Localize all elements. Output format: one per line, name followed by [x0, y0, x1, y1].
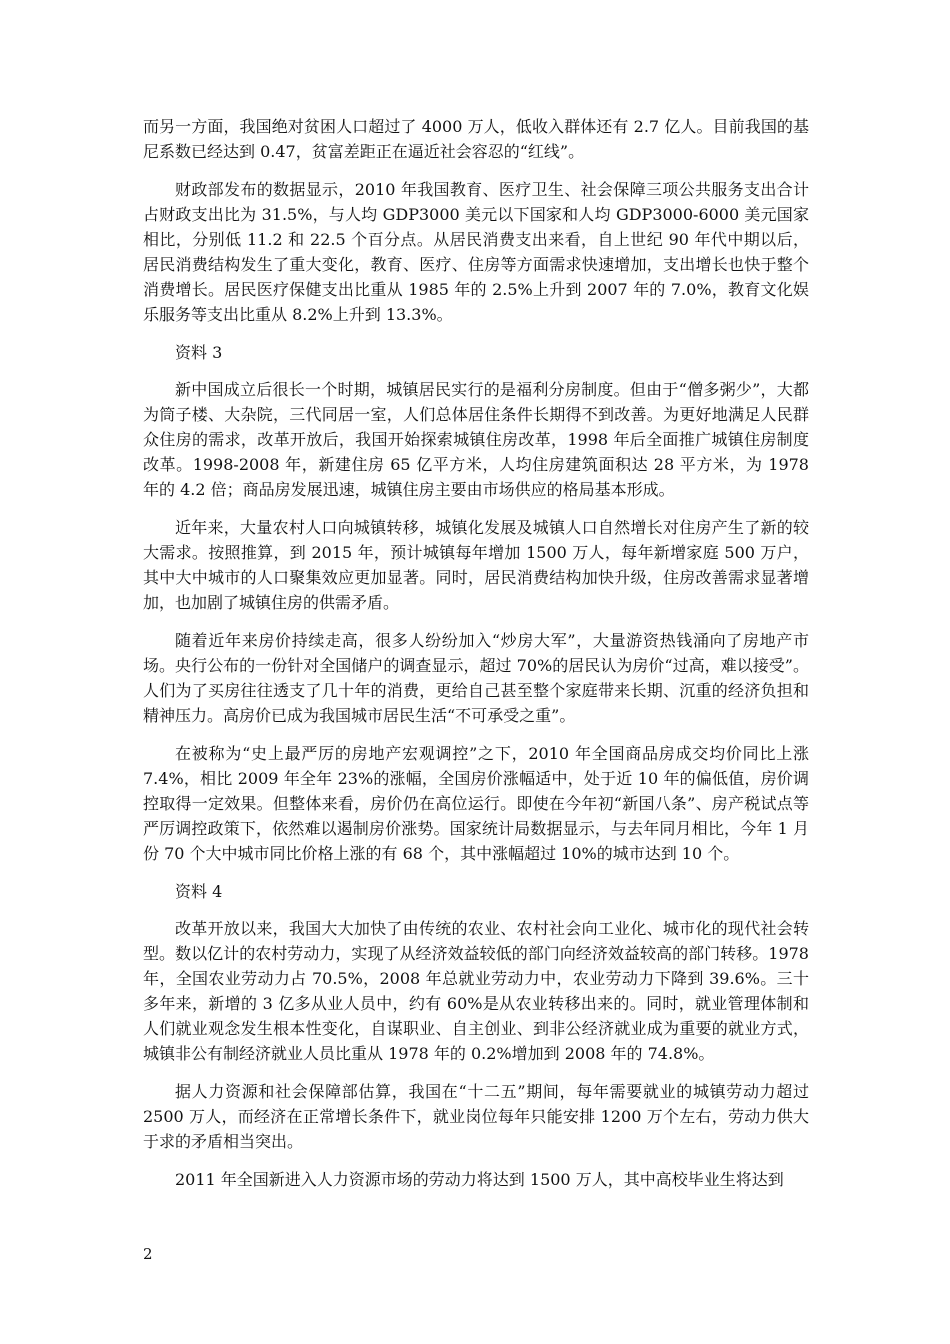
paragraph: 新中国成立后很长一个时期，城镇居民实行的是福利分房制度。但由于“僧多粥少”，大都为筒子楼、大杂院，三代同居一室，人们总体居住条件长期得不到改善。为更好地满足人民群众住房的需求，改革开放后，我国开始探索城镇住房改革，1998 年后全面推广城镇住房制度改革。1998-2008 年，新建住房 65 亿平方米，人均住房建筑面积达 28 平方米，为 1978 年的 4.2 倍；商品房发展迅速，城镇住房主要由市场供应的格局基本形成。	[143, 380, 809, 499]
paragraph: 而另一方面，我国绝对贫困人口超过了 4000 万人，低收入群体还有 2.7 亿人。目前我国的基尼系数已经达到 0.47，贫富差距正在逼近社会容忍的“红线”。	[143, 117, 809, 161]
page-number: 2	[143, 1245, 153, 1263]
paragraph: 随着近年来房价持续走高，很多人纷纷加入“炒房大军”，大量游资热钱涌向了房地产市场。央行公布的一份针对全国储户的调查显示，超过 70%的居民认为房价“过高，难以接受”。人们为了买房往往透支了几十年的消费，更给自己甚至整个家庭带来长期、沉重的经济负担和精神压力。高房价已成为我国城市居民生活“不可承受之重”。	[143, 631, 809, 725]
section-heading: 资料 3	[175, 343, 223, 362]
paragraph: 在被称为“史上最严厉的房地产宏观调控”之下，2010 年全国商品房成交均价同比上涨 7.4%，相比 2009 年全年 23%的涨幅，全国房价涨幅适中，处于近 10 年的偏低值，房价调控取得一定效果。但整体来看，房价仍在高位运行。即使在今年初“新国八条”、房产税试点等严厉调控政策下，依然难以遏制房价涨势。国家统计局数据显示，与去年同月相比，今年 1 月份 70 个大中城市同比价格上涨的有 68 个，其中涨幅超过 10%的城市达到 10 个。	[143, 744, 809, 863]
section-heading: 资料 4	[175, 882, 223, 901]
paragraph: 据人力资源和社会保障部估算，我国在“十二五”期间，每年需要就业的城镇劳动力超过 2500 万人，而经济在正常增长条件下，就业岗位每年只能安排 1200 万个左右，劳动力供大于求的矛盾相当突出。	[143, 1082, 809, 1151]
paragraph: 2011 年全国新进入人力资源市场的劳动力将达到 1500 万人，其中高校毕业生将达到	[175, 1170, 784, 1189]
document-body	[143, 114, 809, 1205]
paragraph: 财政部发布的数据显示，2010 年我国教育、医疗卫生、社会保障三项公共服务支出合计占财政支出比为 31.5%，与人均 GDP3000 美元以下国家和人均 GDP3000-6000 美元国家相比，分别低 11.2 和 22.5 个百分点。从居民消费支出来看，自上世纪 90 年代中期以后，居民消费结构发生了重大变化，教育、医疗、住房等方面需求快速增加，支出增长也快于整个消费增长。居民医疗保健支出比重从 1985 年的 2.5%上升到 2007 年的 7.0%，教育文化娱乐服务等支出比重从 8.2%上升到 13.3%。	[143, 180, 809, 324]
paragraph: 改革开放以来，我国大大加快了由传统的农业、农村社会向工业化、城市化的现代社会转型。数以亿计的农村劳动力，实现了从经济效益较低的部门向经济效益较高的部门转移。1978 年，全国农业劳动力占 70.5%，2008 年总就业劳动力中，农业劳动力下降到 39.6%。三十多年来，新增的 3 亿多从业人员中，约有 60%是从农业转移出来的。同时，就业管理体制和人们就业观念发生根本性变化，自谋职业、自主创业、到非公经济就业成为重要的就业方式，城镇非公有制经济就业人员比重从 1978 年的 0.2%增加到 2008 年的 74.8%。	[143, 919, 809, 1063]
paragraph: 近年来，大量农村人口向城镇转移，城镇化发展及城镇人口自然增长对住房产生了新的较大需求。按照推算，到 2015 年，预计城镇每年增加 1500 万人，每年新增家庭 500 万户，其中大中城市的人口聚集效应更加显著。同时，居民消费结构加快升级，住房改善需求显著增加，也加剧了城镇住房的供需矛盾。	[143, 518, 809, 612]
